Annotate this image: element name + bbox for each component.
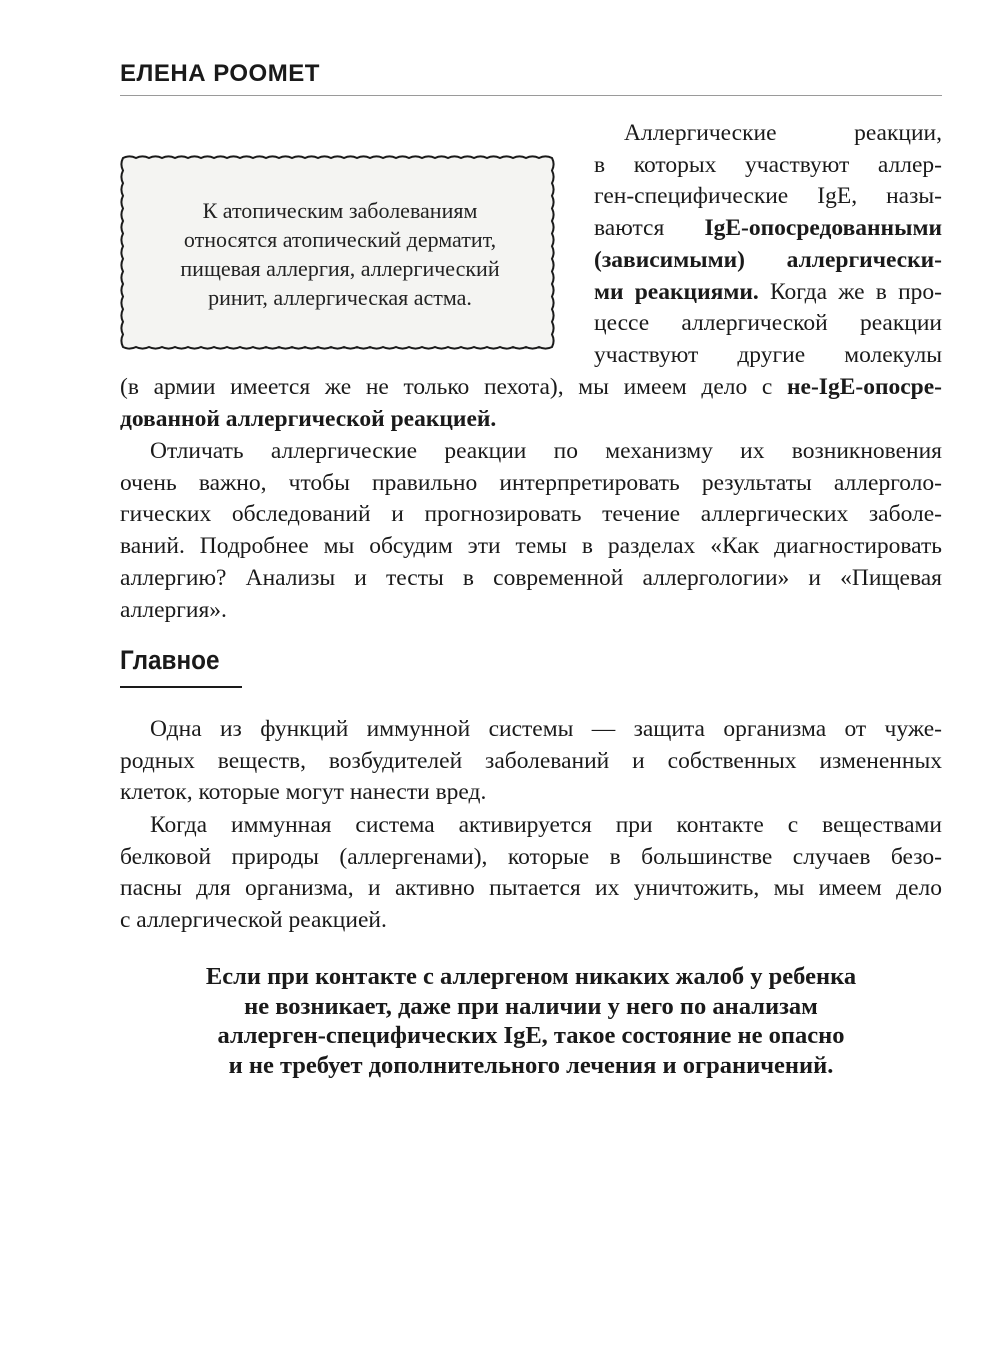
paragraph-allergic-reactions — [594, 118, 942, 372]
text-line: ген-специфические IgE, назы- — [594, 183, 942, 210]
callout-line: К атопическим заболеваниям — [202, 198, 478, 223]
text-line: гических обследований и прогнозировать течение аллергических заболе- — [120, 501, 942, 528]
text-line: ваний. Подробнее мы обсудим эти темы в разделах «Как диагностировать — [120, 533, 942, 560]
conclusion-line: и не требует дополнительного лечения и ограничений. — [228, 1051, 834, 1079]
text-span: ваются — [594, 215, 705, 242]
text-line: с аллергической реакцией. — [120, 907, 387, 934]
paragraph-immune-activation — [120, 810, 942, 937]
callout-line: ринит, аллергическая астма. — [208, 285, 472, 310]
paragraph-allergic-reactions-cont — [120, 372, 942, 435]
text-span: Когда же в про- — [758, 278, 942, 305]
header-divider — [120, 95, 942, 96]
text-line — [594, 213, 942, 245]
section-heading: Главное — [120, 645, 220, 675]
bold-term: IgE-опосредованными — [704, 215, 942, 242]
conclusion-line: не возникает, даже при наличии у него по анализам — [244, 992, 818, 1020]
bold-term: ми реакциями. — [594, 278, 759, 305]
paragraph-mechanism — [120, 436, 942, 626]
text-span: (в армии имеется же не только пехота), мы имеем дело с — [120, 374, 787, 400]
text-line — [120, 372, 942, 404]
callout-line: относятся атопический дерматит, — [183, 227, 497, 252]
text-line — [120, 404, 942, 436]
paragraph-immune-function — [120, 714, 942, 809]
bold-term: (зависимыми) аллергически- — [594, 246, 942, 273]
callout-text — [140, 196, 540, 312]
text-line: Аллергические реакции, — [624, 120, 942, 146]
section-heading-underline — [120, 686, 242, 688]
text-line — [594, 277, 942, 309]
text-line: очень важно, чтобы правильно интерпретировать результаты аллерголо- — [120, 469, 942, 496]
bold-term: дованной аллергической реакцией. — [120, 405, 497, 432]
text-line: Отличать аллергические реакции по механизму их возникновения — [150, 438, 942, 464]
text-line: участвуют другие молекулы — [594, 341, 942, 368]
callout-line: пищевая аллергия, аллергический — [180, 256, 500, 281]
text-line: Одна из функций иммунной системы — защита организма от чуже- — [150, 716, 942, 742]
text-line: цессе аллергической реакции — [594, 310, 942, 337]
text-line: Когда иммунная система активируется при контакте с веществами — [150, 812, 942, 838]
conclusion-line: Если при контакте с аллергеном никаких жалоб у ребенка — [205, 963, 857, 990]
text-line: аллергия». — [120, 596, 227, 623]
bold-term: не-IgE-опосре- — [787, 374, 942, 400]
text-line: родных веществ, возбудителей заболеваний и собственных измененных — [120, 747, 942, 774]
conclusion-line: аллерген-специфических IgE, такое состояние не опасно — [217, 1022, 845, 1049]
text-line — [594, 245, 942, 277]
text-line: белковой природы (аллергенами), которые в большинстве случаев безо- — [120, 843, 942, 870]
text-line: в которых участвуют аллер- — [594, 151, 942, 178]
bold-conclusion — [120, 962, 942, 1080]
running-header: ЕЛЕНА РООМЕТ — [120, 60, 320, 87]
text-line: пасны для организма, и активно пытается их уничтожить, мы имеем дело — [120, 875, 942, 902]
text-line: аллергию? Анализы и тесты в современной аллергологии» и «Пищевая — [120, 564, 942, 591]
text-line: клеток, которые могут нанести вред. — [120, 779, 487, 806]
